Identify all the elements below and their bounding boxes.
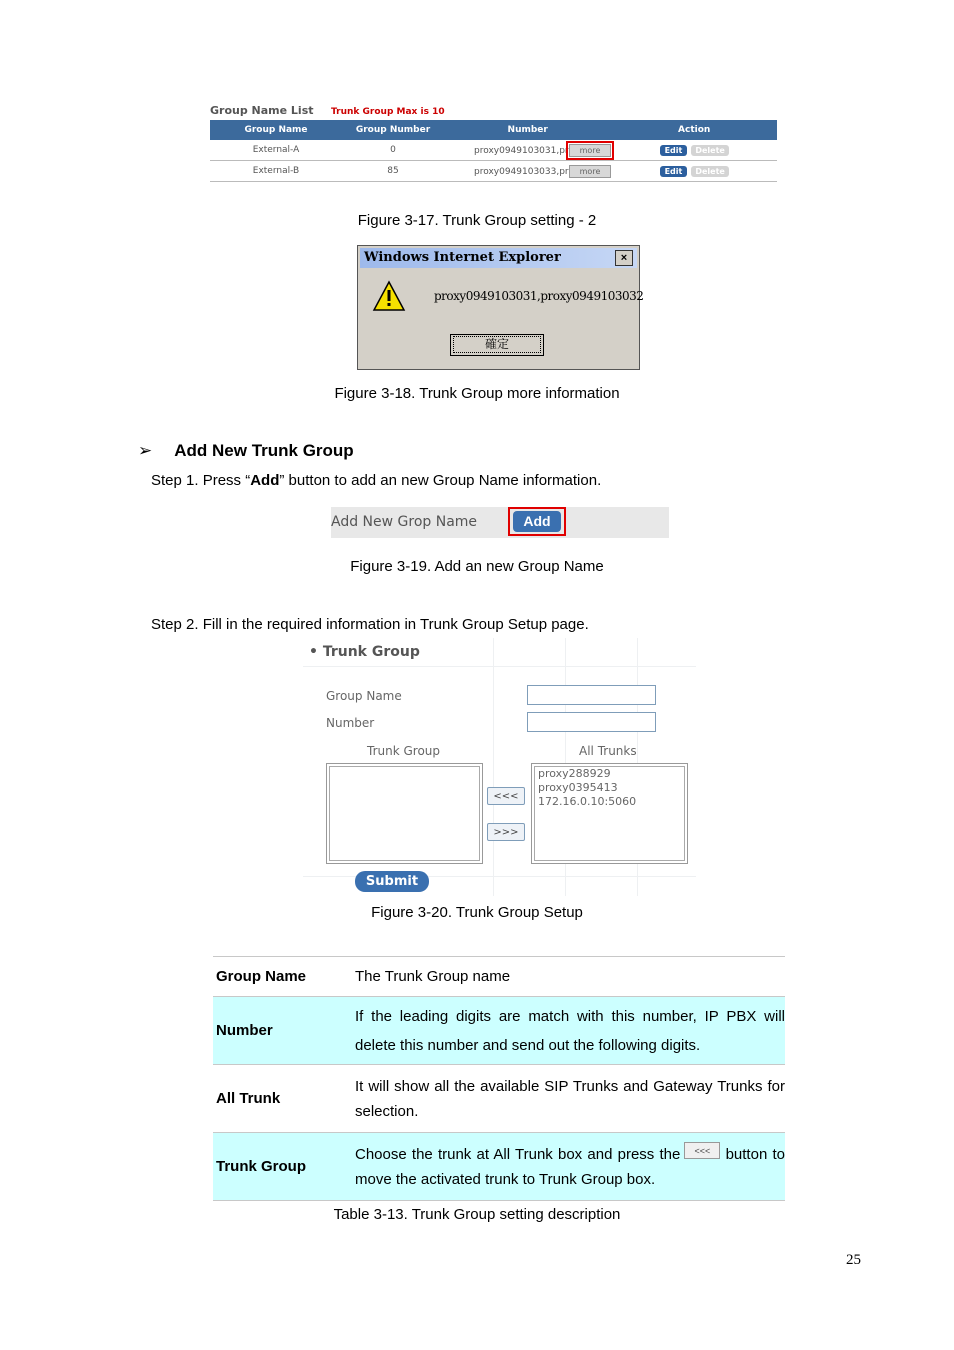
ok-button-label: 確定: [453, 336, 541, 353]
group-name-label: Group Name: [326, 689, 402, 703]
more-button[interactable]: more: [569, 144, 612, 157]
number-text: proxy0949103031,pr: [474, 145, 569, 156]
delete-button[interactable]: Delete: [691, 145, 728, 156]
action-cell: [611, 140, 777, 161]
list-item[interactable]: 172.16.0.10:5060: [538, 795, 637, 808]
add-new-group-bar: [331, 507, 669, 538]
figure-caption: Figure 3-19. Add an new Group Name: [350, 558, 604, 575]
add-button[interactable]: Add: [513, 511, 561, 532]
number-cell: [444, 161, 611, 182]
dialog-message: proxy0949103031,proxy0949103032: [434, 289, 644, 303]
table-row: [210, 161, 777, 182]
move-right-button[interactable]: >>>: [487, 823, 525, 841]
row-value: [355, 1133, 785, 1201]
step1-text: [151, 472, 601, 489]
trunk-group-listbox[interactable]: [326, 763, 483, 864]
move-left-mini-button: <<<: [684, 1142, 720, 1159]
group-name-list-header: [210, 104, 777, 120]
delete-button[interactable]: Delete: [691, 166, 728, 177]
row-value-post: button to move the activated trunk to Trunk Group box.: [355, 1145, 785, 1188]
dialog-titlebar: [360, 248, 637, 268]
listbox-frame: [329, 766, 480, 861]
column-header: Group Number: [342, 120, 444, 140]
list-item[interactable]: proxy0395413: [538, 781, 618, 794]
move-left-button[interactable]: <<<: [487, 787, 525, 805]
table-row: [213, 1065, 785, 1133]
group-name-list-title: Group Name List: [210, 104, 314, 117]
row-key: Number: [213, 997, 355, 1065]
close-icon[interactable]: ×: [615, 250, 633, 266]
trunk-group-setup-form: [303, 638, 696, 896]
section-heading: [138, 441, 354, 461]
number-input[interactable]: [527, 712, 656, 732]
number-label: Number: [326, 716, 375, 730]
bullet-dot-icon: •: [309, 644, 318, 660]
figure-caption: Figure 3-18. Trunk Group more information: [334, 385, 620, 402]
table-row: [210, 140, 777, 161]
row-value: If the leading digits are match with this number, IP PBX will delete this number and send out the following digits.: [355, 997, 785, 1065]
dialog-title: Windows Internet Explorer: [364, 250, 561, 265]
add-new-group-label: Add New Grop Name: [331, 514, 478, 530]
all-trunks-listbox[interactable]: [531, 763, 688, 864]
arrow-bullet-icon: ➢: [138, 441, 153, 460]
column-header: Group Name: [210, 120, 342, 140]
warning-icon: [372, 280, 406, 312]
table-row: [213, 997, 785, 1065]
step1-pre: Step 1. Press “: [151, 472, 251, 489]
trunk-group-title-text: Trunk Group: [322, 644, 420, 660]
row-value: It will show all the available SIP Trunks and Gateway Trunks for selection.: [355, 1077, 785, 1120]
row-key: Trunk Group: [213, 1133, 355, 1201]
ie-alert-dialog: [357, 245, 644, 370]
grid-line: [493, 638, 494, 896]
trunk-group-title: [309, 644, 420, 660]
row-key: All Trunk: [216, 1090, 281, 1107]
ok-button[interactable]: [450, 334, 544, 356]
page-number: 25: [846, 1252, 861, 1268]
row-value: The Trunk Group name: [355, 968, 511, 985]
edit-button[interactable]: Edit: [660, 145, 688, 156]
table-caption: Table 3-13. Trunk Group setting description: [333, 1206, 621, 1223]
all-trunks-label: All Trunks: [579, 744, 637, 758]
more-button[interactable]: more: [569, 165, 612, 178]
group-list-table: [210, 120, 777, 182]
row-value-pre: Choose the trunk at All Trunk box and press the: [355, 1145, 681, 1163]
group-number-cell: 85: [342, 161, 444, 182]
number-text: proxy0949103033,pr: [474, 166, 569, 177]
group-name-cell: External-B: [210, 161, 342, 182]
trunk-group-max-note: Trunk Group Max is 10: [331, 107, 445, 117]
group-name-input[interactable]: [527, 685, 656, 705]
column-header: Action: [611, 120, 777, 140]
table-row: [213, 957, 785, 997]
table-header-row: [210, 120, 777, 140]
description-table: [213, 956, 785, 1201]
group-name-cell: External-A: [210, 140, 342, 161]
add-button-highlight: [508, 507, 566, 536]
figure-caption: Figure 3-17. Trunk Group setting - 2: [357, 212, 597, 229]
step2-text: Step 2. Fill in the required information in Trunk Group Setup page.: [151, 616, 589, 633]
figure-caption: Figure 3-20. Trunk Group Setup: [371, 904, 583, 921]
step1-bold: Add: [250, 472, 280, 489]
row-key: Group Name: [216, 968, 307, 985]
edit-button[interactable]: Edit: [660, 166, 688, 177]
group-number-cell: 0: [342, 140, 444, 161]
listbox-frame: [534, 766, 685, 861]
step1-post: ” button to add an new Group Name information.: [279, 472, 602, 489]
table-row: [213, 1133, 785, 1201]
column-header: Number: [444, 120, 611, 140]
submit-button[interactable]: Submit: [355, 871, 429, 892]
trunk-group-list-figure: [210, 104, 777, 182]
action-cell: [611, 161, 777, 182]
number-cell: [444, 140, 611, 161]
list-item[interactable]: proxy288929: [538, 767, 611, 780]
trunk-group-list-label: Trunk Group: [367, 744, 441, 758]
section-title: Add New Trunk Group: [174, 441, 354, 460]
